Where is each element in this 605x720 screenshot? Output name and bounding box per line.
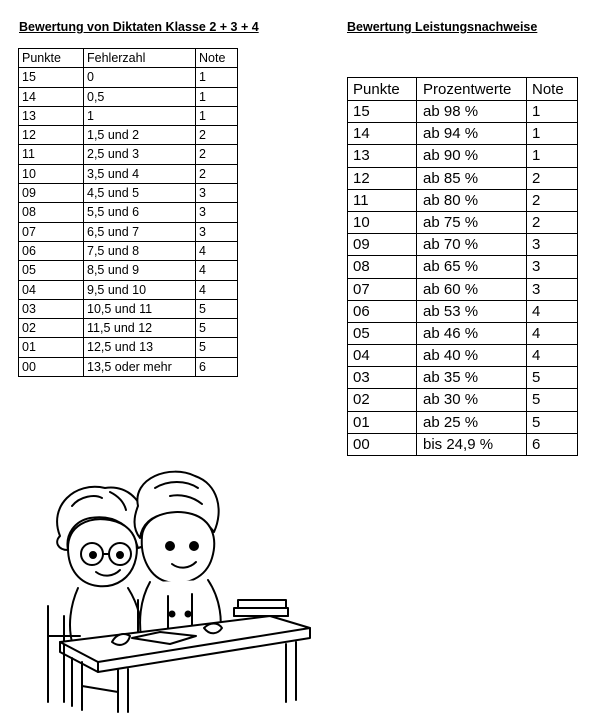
table-row (19, 319, 238, 338)
fehlerzahl-cell: 3,5 und 4 (84, 164, 196, 183)
table-row (348, 300, 578, 322)
children-at-desk-illustration (20, 466, 320, 716)
punkte-cell: 06 (348, 300, 417, 322)
note-cell: 2 (196, 126, 238, 145)
punkte-cell: 02 (348, 389, 417, 411)
column-header-prozentwerte: Prozentwerte (417, 78, 527, 101)
punkte-cell: 02 (19, 319, 84, 338)
punkte-cell: 11 (19, 145, 84, 164)
punkte-cell: 01 (19, 338, 84, 357)
fehlerzahl-cell: 0,5 (84, 87, 196, 106)
punkte-cell: 00 (19, 357, 84, 376)
note-cell: 5 (196, 338, 238, 357)
prozentwerte-cell: ab 25 % (417, 411, 527, 433)
punkte-cell: 14 (348, 123, 417, 145)
column-header-note: Note (196, 49, 238, 68)
note-cell: 5 (527, 367, 578, 389)
table-row (348, 189, 578, 211)
punkte-cell: 13 (19, 106, 84, 125)
note-cell: 4 (196, 280, 238, 299)
table-row (348, 278, 578, 300)
prozentwerte-cell: ab 85 % (417, 167, 527, 189)
dictation-table-body (19, 68, 238, 377)
note-cell: 1 (196, 68, 238, 87)
fehlerzahl-cell: 1,5 und 2 (84, 126, 196, 145)
table-row (19, 241, 238, 260)
punkte-cell: 10 (19, 164, 84, 183)
fehlerzahl-cell: 9,5 und 10 (84, 280, 196, 299)
punkte-cell: 03 (19, 299, 84, 318)
prozentwerte-cell: ab 65 % (417, 256, 527, 278)
note-cell: 2 (527, 211, 578, 233)
table-row (348, 211, 578, 233)
note-cell: 3 (196, 203, 238, 222)
prozentwerte-cell: ab 53 % (417, 300, 527, 322)
table-row (348, 389, 578, 411)
note-cell: 6 (196, 357, 238, 376)
fehlerzahl-cell: 2,5 und 3 (84, 145, 196, 164)
fehlerzahl-cell: 13,5 oder mehr (84, 357, 196, 376)
fehlerzahl-cell: 8,5 und 9 (84, 261, 196, 280)
table-row (348, 167, 578, 189)
prozentwerte-cell: ab 60 % (417, 278, 527, 300)
punkte-cell: 08 (19, 203, 84, 222)
table-row (19, 164, 238, 183)
column-header-punkte: Punkte (19, 49, 84, 68)
prozentwerte-cell: ab 35 % (417, 367, 527, 389)
note-cell: 4 (196, 241, 238, 260)
prozentwerte-cell: bis 24,9 % (417, 433, 527, 455)
punkte-cell: 03 (348, 367, 417, 389)
table-row (19, 106, 238, 125)
column-header-fehlerzahl: Fehlerzahl (84, 49, 196, 68)
punkte-cell: 05 (348, 322, 417, 344)
table-row (19, 184, 238, 203)
note-cell: 2 (196, 145, 238, 164)
table-row (19, 261, 238, 280)
note-cell: 5 (196, 319, 238, 338)
table-row (19, 357, 238, 376)
assessment-table-body (348, 101, 578, 456)
note-cell: 6 (527, 433, 578, 455)
table-row (19, 145, 238, 164)
note-cell: 2 (527, 167, 578, 189)
punkte-cell: 10 (348, 211, 417, 233)
note-cell: 1 (527, 123, 578, 145)
fehlerzahl-cell: 0 (84, 68, 196, 87)
table-row (19, 280, 238, 299)
table-header-row (19, 49, 238, 68)
punkte-cell: 04 (19, 280, 84, 299)
punkte-cell: 13 (348, 145, 417, 167)
fehlerzahl-cell: 7,5 und 8 (84, 241, 196, 260)
punkte-cell: 08 (348, 256, 417, 278)
table-row (19, 87, 238, 106)
punkte-cell: 07 (348, 278, 417, 300)
table-row (348, 234, 578, 256)
punkte-cell: 09 (19, 184, 84, 203)
dictation-grading-title: Bewertung von Diktaten Klasse 2 + 3 + 4 (19, 20, 259, 34)
fehlerzahl-cell: 5,5 und 6 (84, 203, 196, 222)
prozentwerte-cell: ab 98 % (417, 101, 527, 123)
punkte-cell: 15 (19, 68, 84, 87)
assessment-grading-title: Bewertung Leistungsnachweise (347, 20, 538, 34)
punkte-cell: 12 (19, 126, 84, 145)
note-cell: 3 (196, 184, 238, 203)
dictation-grading-table (18, 48, 238, 377)
column-header-punkte: Punkte (348, 78, 417, 101)
prozentwerte-cell: ab 30 % (417, 389, 527, 411)
table-row (348, 433, 578, 455)
punkte-cell: 15 (348, 101, 417, 123)
prozentwerte-cell: ab 90 % (417, 145, 527, 167)
punkte-cell: 14 (19, 87, 84, 106)
note-cell: 3 (527, 278, 578, 300)
punkte-cell: 04 (348, 345, 417, 367)
punkte-cell: 00 (348, 433, 417, 455)
punkte-cell: 05 (19, 261, 84, 280)
prozentwerte-cell: ab 46 % (417, 322, 527, 344)
note-cell: 1 (196, 87, 238, 106)
note-cell: 3 (527, 256, 578, 278)
note-cell: 1 (527, 145, 578, 167)
prozentwerte-cell: ab 80 % (417, 189, 527, 211)
note-cell: 3 (196, 222, 238, 241)
note-cell: 4 (527, 300, 578, 322)
punkte-cell: 01 (348, 411, 417, 433)
table-row (19, 68, 238, 87)
table-row (19, 203, 238, 222)
fehlerzahl-cell: 6,5 und 7 (84, 222, 196, 241)
punkte-cell: 07 (19, 222, 84, 241)
punkte-cell: 09 (348, 234, 417, 256)
table-row (348, 145, 578, 167)
note-cell: 1 (527, 101, 578, 123)
note-cell: 1 (196, 106, 238, 125)
fehlerzahl-cell: 1 (84, 106, 196, 125)
fehlerzahl-cell: 10,5 und 11 (84, 299, 196, 318)
assessment-grading-table (347, 77, 578, 456)
note-cell: 5 (196, 299, 238, 318)
table-row (19, 126, 238, 145)
fehlerzahl-cell: 4,5 und 5 (84, 184, 196, 203)
prozentwerte-cell: ab 70 % (417, 234, 527, 256)
table-row (348, 411, 578, 433)
column-header-note: Note (527, 78, 578, 101)
note-cell: 4 (527, 345, 578, 367)
note-cell: 2 (527, 189, 578, 211)
fehlerzahl-cell: 12,5 und 13 (84, 338, 196, 357)
punkte-cell: 12 (348, 167, 417, 189)
table-row (348, 367, 578, 389)
note-cell: 3 (527, 234, 578, 256)
note-cell: 5 (527, 389, 578, 411)
table-header-row (348, 78, 578, 101)
note-cell: 4 (196, 261, 238, 280)
fehlerzahl-cell: 11,5 und 12 (84, 319, 196, 338)
table-row (19, 299, 238, 318)
table-row (348, 322, 578, 344)
punkte-cell: 11 (348, 189, 417, 211)
punkte-cell: 06 (19, 241, 84, 260)
prozentwerte-cell: ab 75 % (417, 211, 527, 233)
table-row (19, 222, 238, 241)
prozentwerte-cell: ab 94 % (417, 123, 527, 145)
prozentwerte-cell: ab 40 % (417, 345, 527, 367)
table-row (348, 345, 578, 367)
note-cell: 2 (196, 164, 238, 183)
note-cell: 5 (527, 411, 578, 433)
table-row (348, 123, 578, 145)
table-row (19, 338, 238, 357)
table-row (348, 101, 578, 123)
note-cell: 4 (527, 322, 578, 344)
table-row (348, 256, 578, 278)
